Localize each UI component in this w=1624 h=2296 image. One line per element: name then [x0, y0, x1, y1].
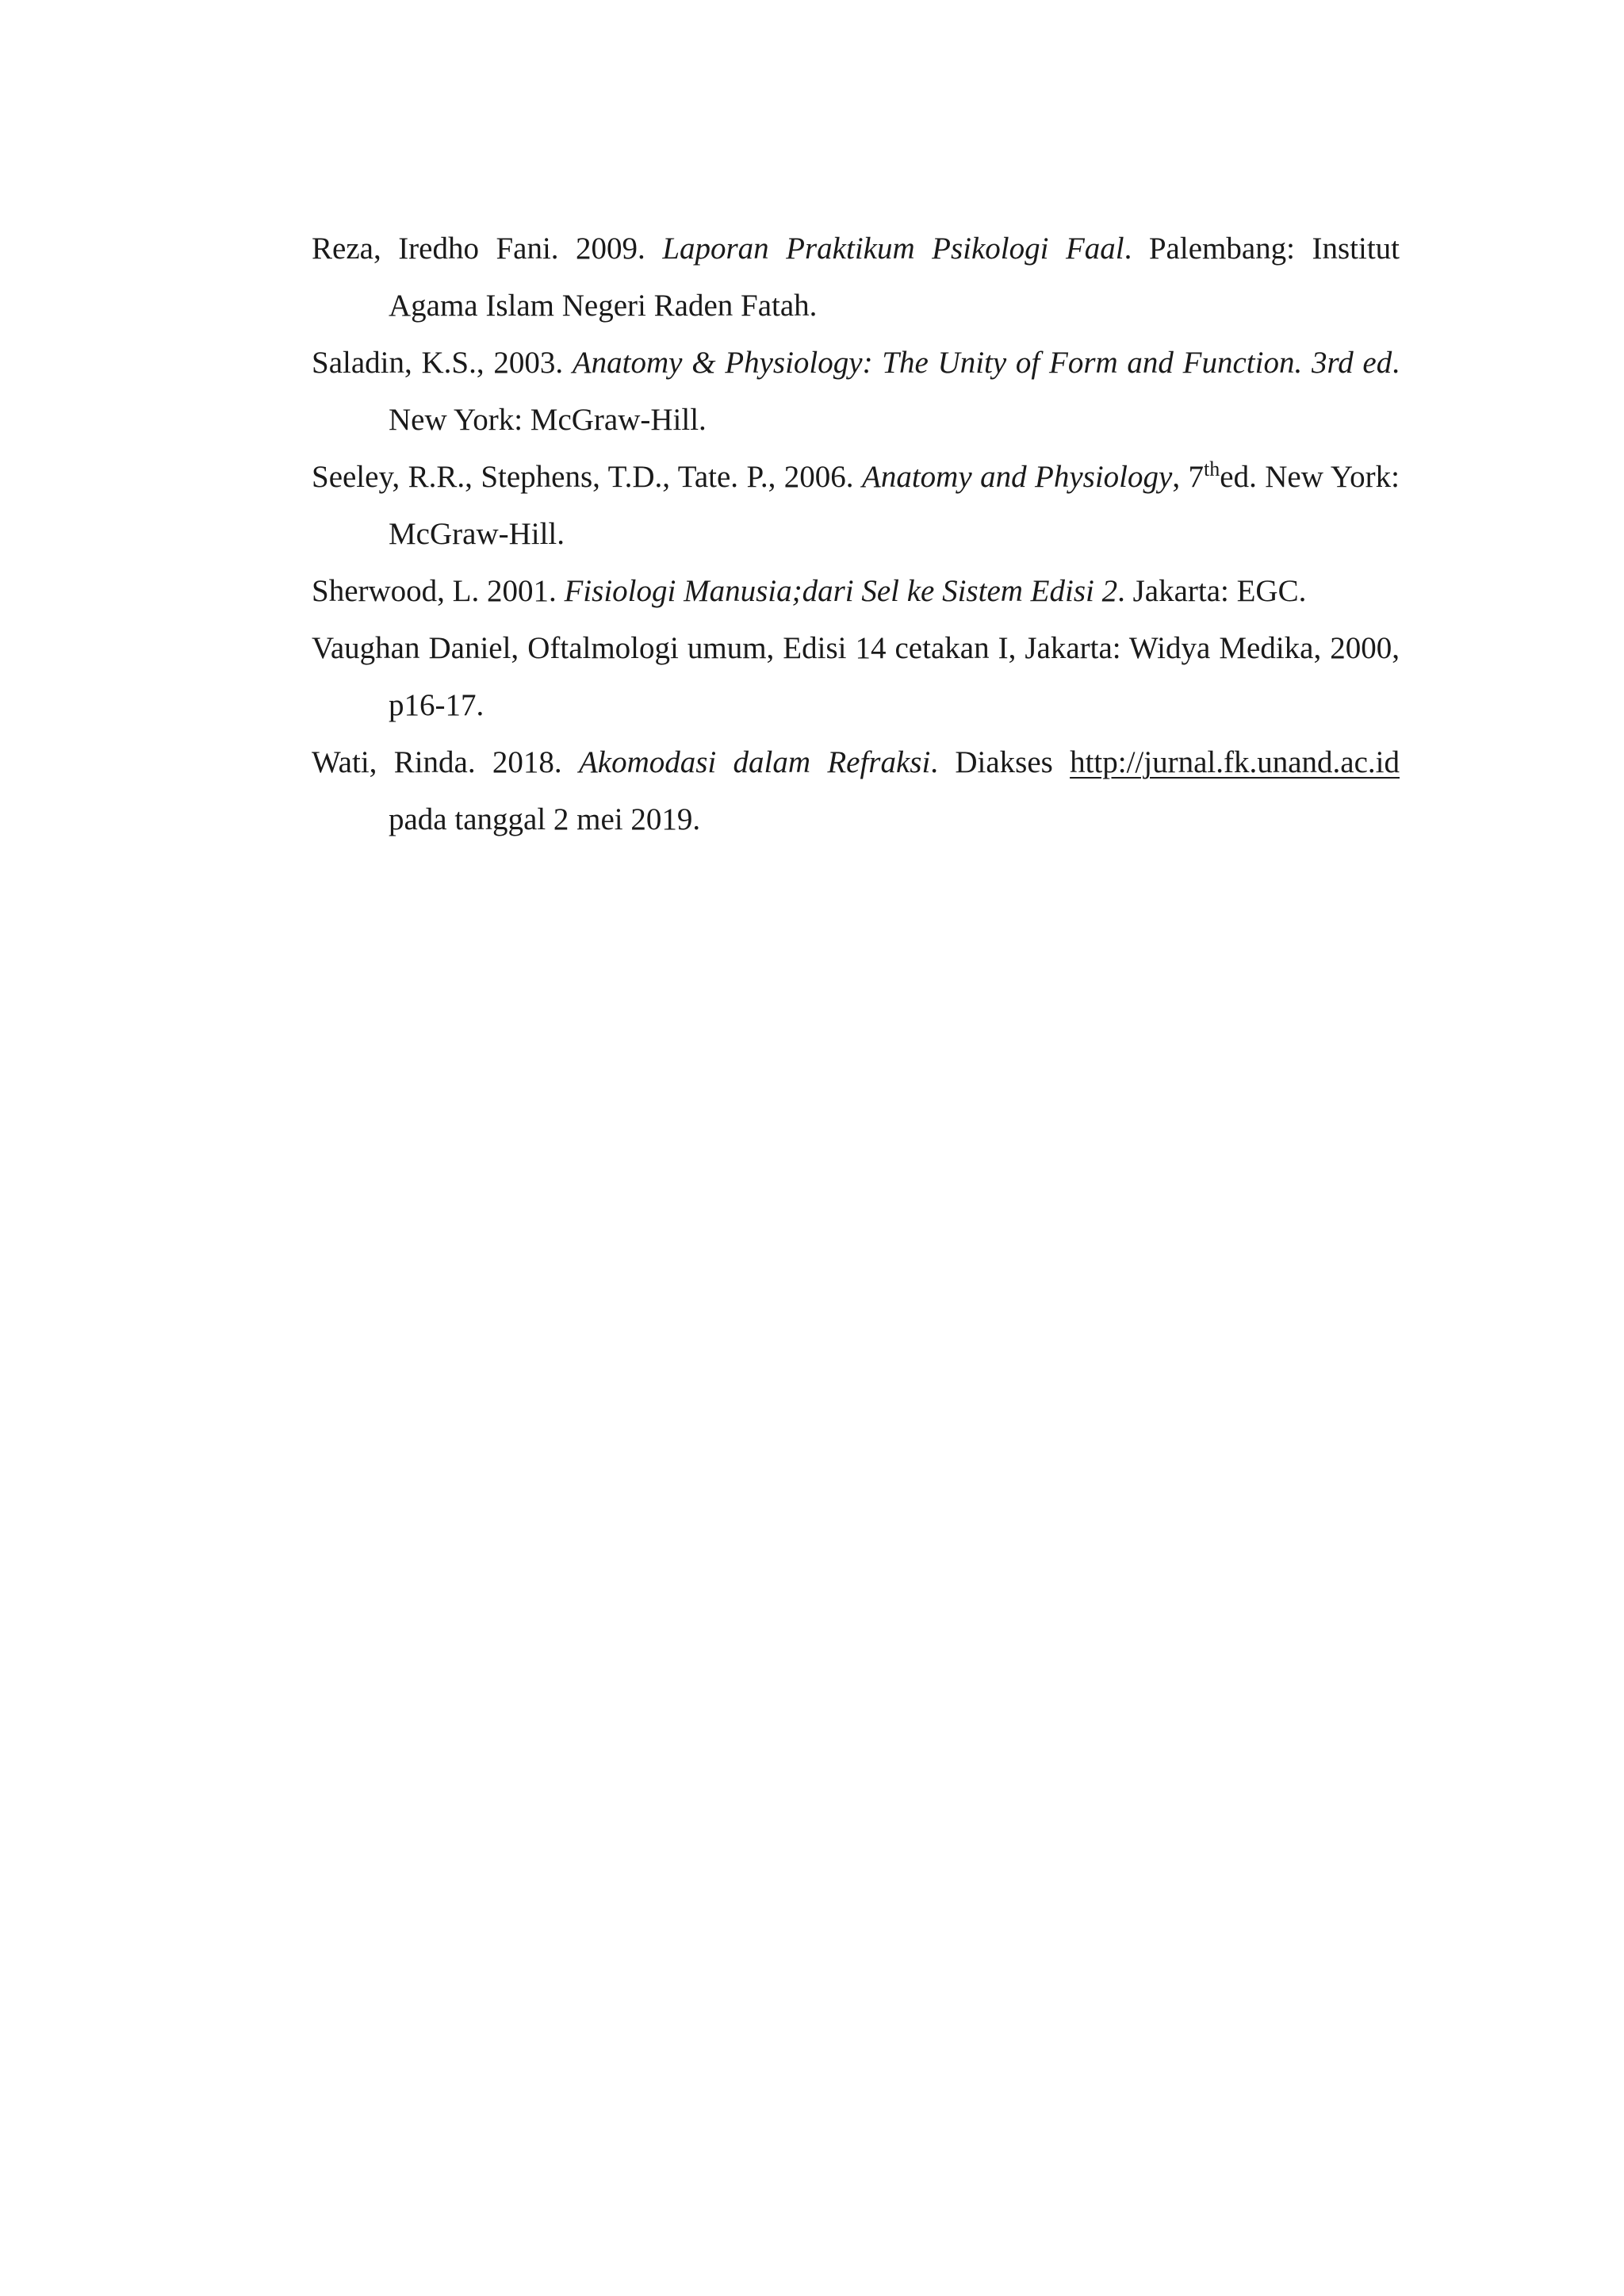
reference-author-year: Saladin, K.S., 2003.: [312, 346, 573, 380]
reference-title: Akomodasi dalam Refraksi: [578, 745, 931, 779]
reference-seeley: [312, 449, 1400, 563]
reference-author-year: Seeley, R.R., Stephens, T.D., Tate. P., 2006.: [312, 460, 862, 494]
reference-list: [312, 220, 1400, 848]
reference-author-year: Reza, Iredho Fani. 2009.: [312, 232, 663, 266]
reference-text: Vaughan Daniel, Oftalmologi umum, Edisi 14 cetakan I, Jakarta: Widya Medika, 2000, p16-17.: [312, 631, 1400, 722]
reference-saladin: [312, 335, 1400, 449]
reference-wati: [312, 734, 1400, 848]
reference-edition: , 7: [1172, 460, 1205, 494]
reference-edition-superscript: th: [1204, 457, 1220, 480]
reference-reza: [312, 220, 1400, 335]
reference-publisher: ed. New York: McGraw-Hill.: [389, 460, 1400, 551]
reference-access: . Diakses: [930, 745, 1071, 779]
reference-title: Fisiologi Manusia;dari Sel ke Sistem Edisi 2: [564, 574, 1118, 608]
reference-access-date: pada tanggal 2 mei 2019.: [389, 802, 701, 836]
reference-title: Anatomy and Physiology: [862, 460, 1173, 494]
reference-title: Laporan Praktikum Psikologi Faal: [662, 232, 1124, 266]
reference-title: Anatomy & Physiology: The Unity of Form and Function. 3rd ed: [572, 346, 1392, 380]
reference-link[interactable]: http://jurnal.fk.unand.ac.id: [1070, 745, 1400, 779]
reference-vaughan: [312, 620, 1400, 734]
reference-publisher: . Palembang: Institut Agama Islam Negeri Raden Fatah.: [389, 232, 1400, 323]
reference-author-year: Wati, Rinda. 2018.: [312, 745, 579, 779]
reference-publisher: . New York: McGraw-Hill.: [389, 346, 1400, 437]
reference-author-year: Sherwood, L. 2001.: [312, 574, 565, 608]
reference-sherwood: [312, 563, 1400, 620]
reference-publisher: . Jakarta: EGC.: [1117, 574, 1307, 608]
